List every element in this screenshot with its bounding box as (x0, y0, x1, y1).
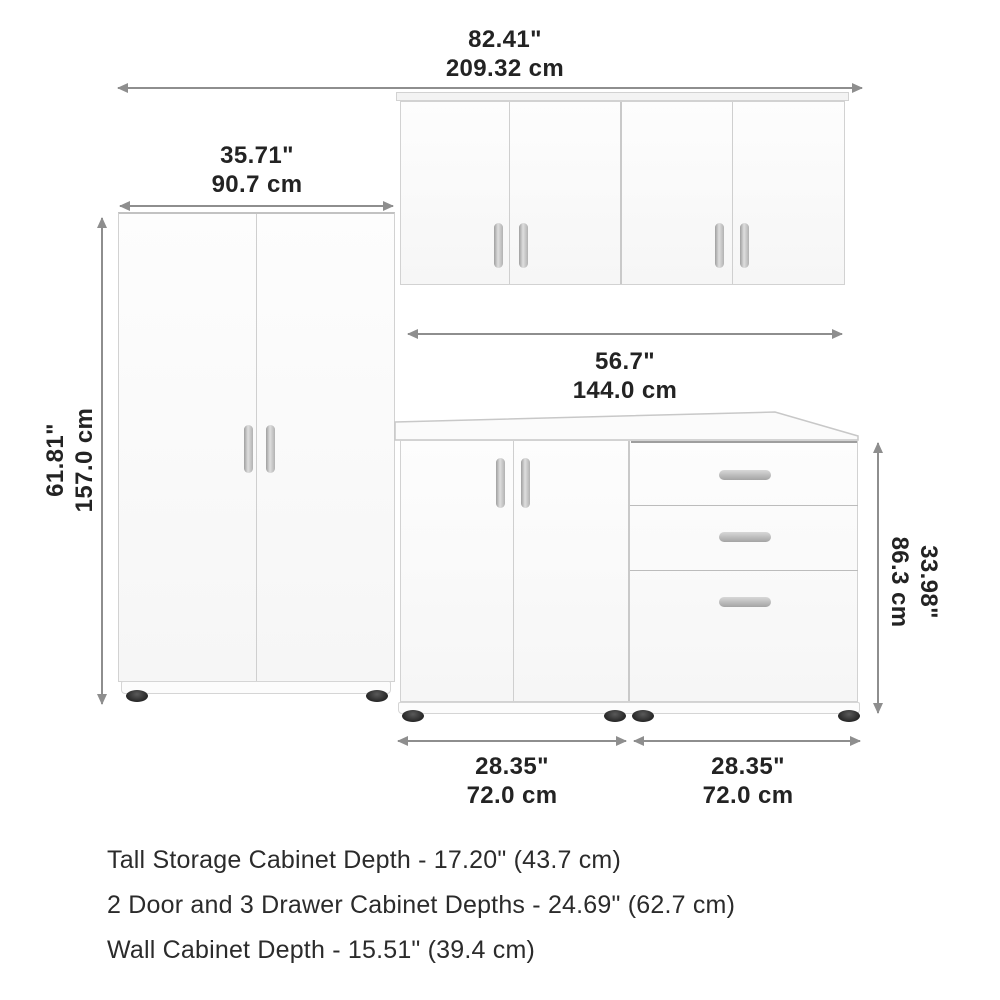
dim-arrow-base-unit-height (877, 443, 879, 713)
wall-cabinet (400, 101, 845, 285)
wall-cabinet-center-divider (620, 102, 622, 284)
wall-cabinet-handle-3 (715, 223, 724, 268)
base-unit-foot-4 (838, 710, 860, 722)
wall-cabinet-handle-4 (740, 223, 749, 268)
depth-note-tall-cabinet: Tall Storage Cabinet Depth - 17.20" (43.7 cm) (107, 846, 621, 874)
dim-label-total-width (350, 25, 660, 83)
base-unit-left-door-handle (496, 458, 505, 508)
dim-base-height-inches: 33.98" (915, 545, 942, 619)
depth-note-base-cabinets: 2 Door and 3 Drawer Cabinet Depths - 24.69" (62.7 cm) (107, 891, 736, 919)
wall-cabinet-handle-2 (519, 223, 528, 268)
depth-notes (107, 838, 735, 973)
drawer-handle-2 (719, 532, 771, 542)
dim-tall-height-inches: 61.81" (42, 423, 69, 497)
dim-label-base-unit-width (500, 347, 750, 405)
dim-arrow-base-right-width (634, 740, 860, 742)
tall-cabinet-right-door-handle (266, 425, 275, 473)
dim-tall-width-cm: 90.7 cm (211, 171, 303, 198)
base-cabinet-unit (400, 440, 858, 702)
tall-cabinet-left-foot (126, 690, 148, 702)
drawer-handle-3 (719, 597, 771, 607)
dim-base-left-inches: 28.35" (475, 753, 549, 780)
wall-cabinet-handle-1 (494, 223, 503, 268)
dim-arrow-base-left-width (398, 740, 626, 742)
dim-base-right-cm: 72.0 cm (702, 782, 794, 809)
dim-label-base-left-width (387, 752, 637, 810)
base-unit-foot-2 (604, 710, 626, 722)
dim-base-width-inches: 56.7" (594, 348, 656, 375)
dim-arrow-base-unit-width (408, 333, 842, 335)
tall-cabinet-door-seam (256, 214, 257, 681)
wall-cabinet-right-door-seam (732, 102, 733, 284)
base-unit-foot-1 (402, 710, 424, 722)
dim-label-tall-cabinet-width (132, 141, 382, 199)
tall-storage-cabinet (118, 212, 395, 682)
wall-cabinet-left-door-seam (509, 102, 510, 284)
dim-arrow-total-width (118, 87, 862, 89)
base-unit-section-divider (628, 441, 630, 701)
base-unit-door-seam (513, 441, 514, 701)
depth-note-wall-cabinet: Wall Cabinet Depth - 15.51" (39.4 cm) (107, 936, 536, 964)
dim-total-width-cm: 209.32 cm (445, 55, 565, 82)
drawer-top-edge (631, 441, 857, 443)
tall-cabinet-base (121, 681, 391, 694)
dim-label-tall-cabinet-height (41, 408, 99, 513)
dim-arrow-tall-cabinet-width (120, 205, 393, 207)
dim-base-width-cm: 144.0 cm (572, 377, 678, 404)
dim-label-base-unit-height (885, 537, 943, 628)
tall-cabinet-right-foot (366, 690, 388, 702)
dim-tall-width-inches: 35.71" (220, 142, 294, 169)
drawer-handle-1 (719, 470, 771, 480)
dim-base-height-cm: 86.3 cm (886, 536, 913, 628)
dim-base-left-cm: 72.0 cm (466, 782, 558, 809)
drawer-divider-1 (630, 505, 858, 506)
wall-cabinet-top-panel (396, 92, 849, 101)
dim-arrow-tall-cabinet-height (101, 218, 103, 704)
base-unit-foot-3 (632, 710, 654, 722)
tall-cabinet-left-door-handle (244, 425, 253, 473)
base-unit-kick-plate (398, 702, 860, 714)
dim-label-base-right-width (623, 752, 873, 810)
base-unit-top-panel (394, 411, 860, 441)
drawer-divider-2 (630, 570, 858, 571)
dim-base-right-inches: 28.35" (711, 753, 785, 780)
dim-tall-height-cm: 157.0 cm (71, 407, 98, 513)
base-unit-right-door-handle (521, 458, 530, 508)
dim-total-width-inches: 82.41" (468, 26, 542, 53)
